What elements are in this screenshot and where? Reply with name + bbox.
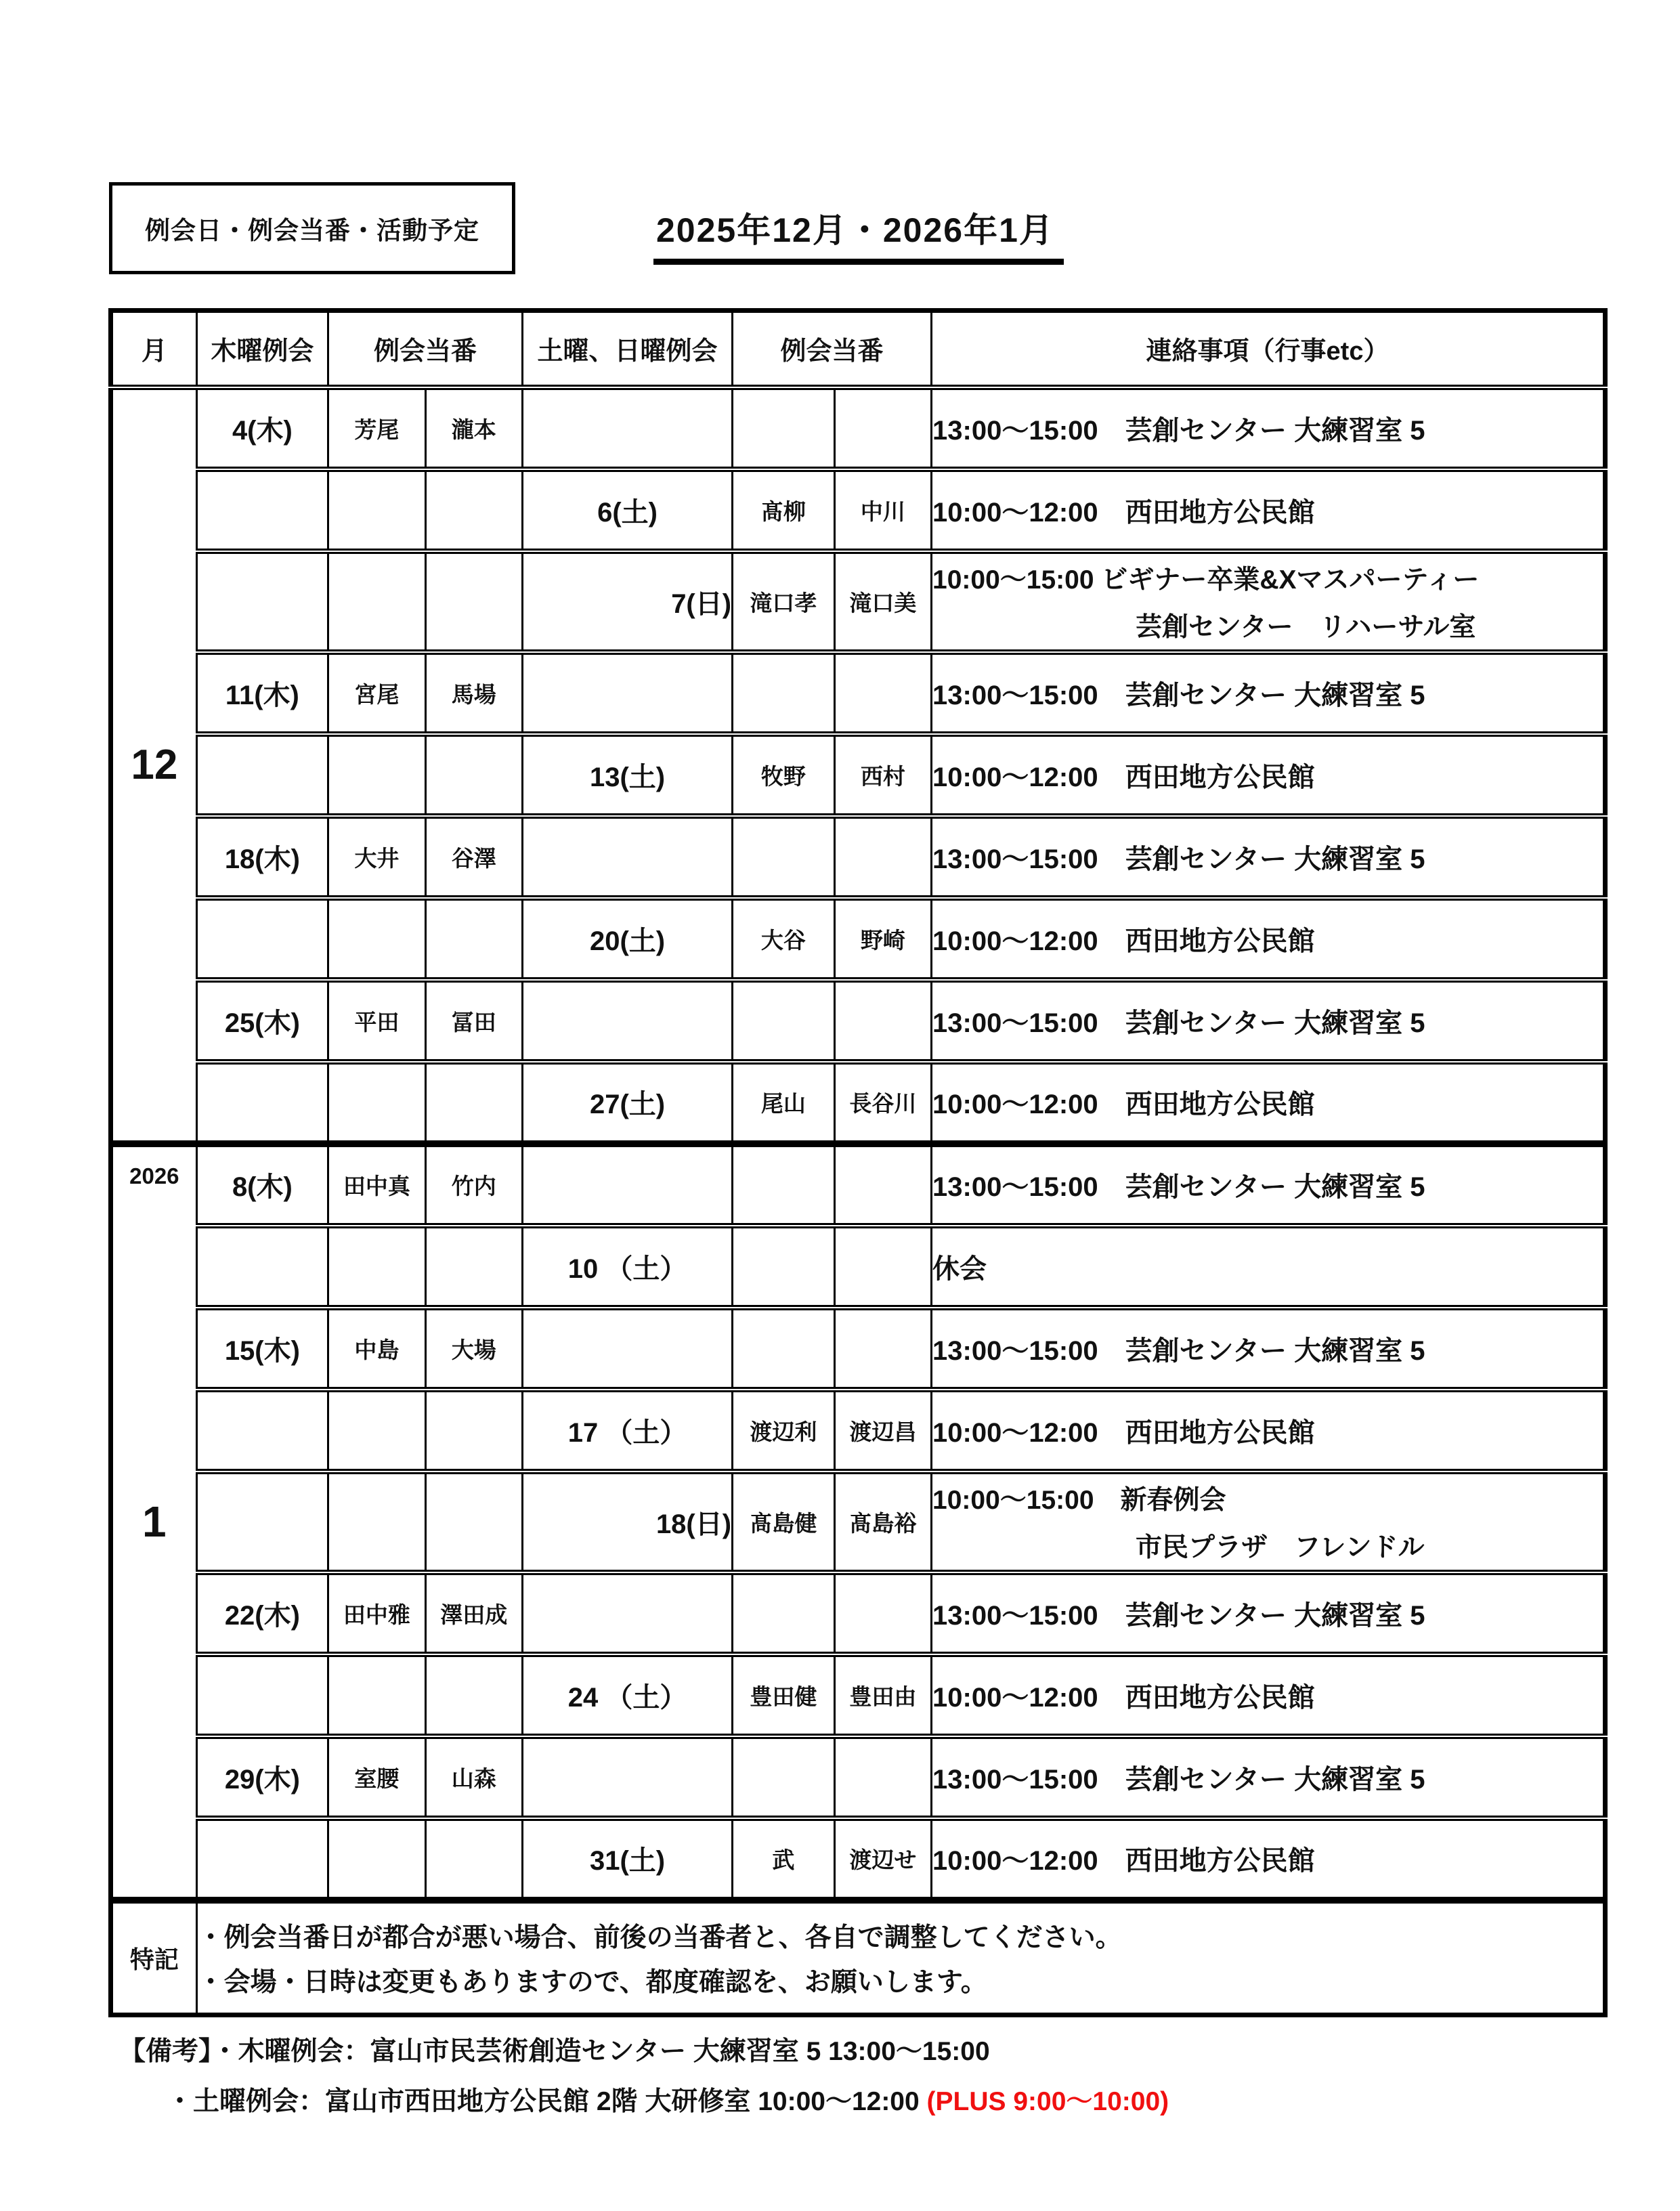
cell-weekend-date: 6(土) — [523, 469, 733, 551]
cell-thu-date — [196, 469, 328, 551]
cell-weekend-duty1: 牧野 — [733, 734, 835, 816]
cell-weekend-date: 24 （土） — [523, 1654, 733, 1736]
cell-weekend-date — [523, 387, 733, 469]
cell-weekend-duty2: 西村 — [834, 734, 931, 816]
cell-weekend-duty1: 髙柳 — [733, 469, 835, 551]
cell-weekend-date: 17 （土） — [523, 1390, 733, 1472]
cell-weekend-date — [523, 1308, 733, 1390]
cell-thu-date — [196, 1062, 328, 1144]
remarks-line2-red: (PLUS 9:00～10:00) — [926, 2087, 1169, 2116]
cell-thu-duty2: 大場 — [425, 1308, 522, 1390]
cell-thu-date — [196, 551, 328, 652]
table-row — [111, 1390, 1606, 1472]
month-label-december — [111, 387, 197, 1144]
cell-weekend-duty2: 渡辺昌 — [834, 1390, 931, 1472]
table-header-row — [111, 311, 1606, 387]
cell-note: 10:00～12:00 西田地方公民館 — [932, 898, 1606, 980]
cell-weekend-duty1: 武 — [733, 1818, 835, 1900]
special-note-line2: ・会場・日時は変更もありますので、都度確認を、お願いします。 — [197, 1968, 987, 1998]
cell-weekend-date: 10 （土） — [523, 1226, 733, 1308]
cell-thu-duty2 — [425, 1226, 522, 1308]
table-row — [111, 1144, 1606, 1226]
cell-thu-duty2: 澤田成 — [425, 1572, 522, 1654]
cell-weekend-date — [523, 1736, 733, 1818]
cell-weekend-date — [523, 1572, 733, 1654]
cell-thu-duty2: 瀧本 — [425, 387, 522, 469]
cell-thu-date: 22(木) — [196, 1572, 328, 1654]
cell-note: 10:00～12:00 西田地方公民館 — [932, 734, 1606, 816]
table-row — [111, 1736, 1606, 1818]
header-contact: 連絡事項（行事etc） — [932, 311, 1606, 387]
cell-thu-duty1 — [328, 469, 425, 551]
header-duty1: 例会当番 — [328, 311, 523, 387]
event-note-line2: 芸創センター リハーサル室 — [1136, 613, 1476, 642]
cell-thu-duty1: 中島 — [328, 1308, 425, 1390]
table-row — [111, 1062, 1606, 1144]
cell-weekend-duty2 — [834, 652, 931, 734]
cell-thu-duty1 — [328, 898, 425, 980]
cell-thu-duty2: 谷澤 — [425, 816, 522, 898]
cell-note-event — [932, 551, 1606, 652]
cell-weekend-duty1 — [733, 1572, 835, 1654]
cell-weekend-duty2 — [834, 1572, 931, 1654]
cell-weekend-duty2 — [834, 816, 931, 898]
cell-weekend-date: 31(土) — [523, 1818, 733, 1900]
cell-thu-duty2: 馬場 — [425, 652, 522, 734]
cell-weekend-duty2: 髙島裕 — [834, 1472, 931, 1572]
schedule-table — [108, 308, 1608, 2017]
cell-weekend-duty2: 渡辺せ — [834, 1818, 931, 1900]
table-row — [111, 898, 1606, 980]
cell-thu-duty2: 竹内 — [425, 1144, 522, 1226]
cell-thu-duty2: 冨田 — [425, 980, 522, 1062]
table-row — [111, 734, 1606, 816]
special-note-line1: ・例会当番日が都合が悪い場合、前後の当番者と、各自で調整してください。 — [197, 1923, 1122, 1953]
cell-thu-duty2 — [425, 734, 522, 816]
cell-thu-date: 15(木) — [196, 1308, 328, 1390]
cell-weekend-duty2: 中川 — [834, 469, 931, 551]
event-note-line2: 市民プラザ フレンドル — [1136, 1533, 1425, 1562]
table-row — [111, 469, 1606, 551]
table-row — [111, 980, 1606, 1062]
cell-note-cancelled: 休会 — [932, 1226, 1606, 1308]
cell-thu-duty2 — [425, 1062, 522, 1144]
cell-weekend-duty1 — [733, 387, 835, 469]
cell-note: 13:00～15:00 芸創センター 大練習室 5 — [932, 816, 1606, 898]
cell-weekend-duty2: 野崎 — [834, 898, 931, 980]
cell-weekend-duty1 — [733, 816, 835, 898]
table-row — [111, 1226, 1606, 1308]
cell-weekend-date-sunday: 7(日) — [523, 551, 733, 652]
table-row — [111, 1472, 1606, 1572]
header-weekend-meeting: 土曜、日曜例会 — [523, 311, 733, 387]
cell-thu-duty2 — [425, 1472, 522, 1572]
cell-thu-date: 18(木) — [196, 816, 328, 898]
cell-thu-date — [196, 1390, 328, 1472]
cell-thu-duty2: 山森 — [425, 1736, 522, 1818]
cell-thu-duty1 — [328, 1226, 425, 1308]
table-row — [111, 1572, 1606, 1654]
cell-weekend-duty1: 大谷 — [733, 898, 835, 980]
cell-weekend-date: 20(土) — [523, 898, 733, 980]
cell-thu-duty1: 平田 — [328, 980, 425, 1062]
cell-thu-date: 29(木) — [196, 1736, 328, 1818]
schedule-label-box — [109, 182, 515, 274]
cell-thu-date — [196, 1472, 328, 1572]
month-number: 1 — [142, 1497, 167, 1546]
cell-weekend-duty2: 長谷川 — [834, 1062, 931, 1144]
cell-thu-duty1: 宮尾 — [328, 652, 425, 734]
cell-thu-duty2 — [425, 469, 522, 551]
cell-thu-date — [196, 1654, 328, 1736]
cell-thu-date: 8(木) — [196, 1144, 328, 1226]
cell-weekend-duty2 — [834, 1736, 931, 1818]
table-row — [111, 1654, 1606, 1736]
cell-weekend-date: 27(土) — [523, 1062, 733, 1144]
cell-weekend-duty2 — [834, 1144, 931, 1226]
cell-note: 13:00～15:00 芸創センター 大練習室 5 — [932, 387, 1606, 469]
cell-weekend-date — [523, 1144, 733, 1226]
cell-weekend-duty1: 尾山 — [733, 1062, 835, 1144]
cell-thu-date — [196, 1818, 328, 1900]
cell-thu-duty1 — [328, 1654, 425, 1736]
cell-weekend-duty1: 豊田健 — [733, 1654, 835, 1736]
remarks-line2-black: ・土曜例会：富山市西田地方公民館 2階 大研修室 10:00～12:00 — [167, 2087, 927, 2116]
cell-weekend-duty2 — [834, 1308, 931, 1390]
cell-thu-duty2 — [425, 551, 522, 652]
month-label-january — [111, 1144, 197, 1900]
cell-thu-duty2 — [425, 1654, 522, 1736]
cell-weekend-duty2 — [834, 387, 931, 469]
cell-weekend-duty2: 豊田由 — [834, 1654, 931, 1736]
month-number: 12 — [131, 742, 178, 788]
cell-thu-date: 25(木) — [196, 980, 328, 1062]
cell-thu-duty1 — [328, 1472, 425, 1572]
cell-weekend-duty1 — [733, 1736, 835, 1818]
cell-note: 10:00～12:00 西田地方公民館 — [932, 1062, 1606, 1144]
cell-thu-date — [196, 898, 328, 980]
cell-thu-duty1 — [328, 734, 425, 816]
year-label: 2026 — [129, 1163, 179, 1188]
cell-note: 13:00～15:00 芸創センター 大練習室 5 — [932, 1736, 1606, 1818]
cell-weekend-duty1: 滝口孝 — [733, 551, 835, 652]
cell-weekend-duty1: 髙島健 — [733, 1472, 835, 1572]
cell-weekend-duty1: 渡辺利 — [733, 1390, 835, 1472]
cell-note: 10:00～12:00 西田地方公民館 — [932, 1390, 1606, 1472]
cell-note: 10:00～12:00 西田地方公民館 — [932, 469, 1606, 551]
cell-note: 13:00～15:00 芸創センター 大練習室 5 — [932, 1308, 1606, 1390]
special-notes-row — [111, 1900, 1606, 2015]
cell-thu-duty1: 芳尾 — [328, 387, 425, 469]
remarks-line2 — [167, 2080, 1169, 2118]
cell-weekend-duty1 — [733, 980, 835, 1062]
cell-thu-duty1 — [328, 1390, 425, 1472]
header-month: 月 — [111, 311, 197, 387]
cell-thu-duty2 — [425, 1390, 522, 1472]
cell-thu-date — [196, 1226, 328, 1308]
special-notes-body — [196, 1900, 1605, 2015]
cell-weekend-duty1 — [733, 1226, 835, 1308]
cell-thu-duty1: 田中真 — [328, 1144, 425, 1226]
table-row — [111, 387, 1606, 469]
cell-thu-date — [196, 734, 328, 816]
cell-thu-duty1: 田中雅 — [328, 1572, 425, 1654]
cell-note: 10:00～12:00 西田地方公民館 — [932, 1654, 1606, 1736]
cell-note: 13:00～15:00 芸創センター 大練習室 5 — [932, 652, 1606, 734]
schedule-label-text: 例会日・例会当番・活動予定 — [145, 217, 479, 244]
event-note-line1: 10:00～15:00 ビギナー卒業&Xマスパーティー — [932, 565, 1480, 595]
cell-thu-duty1: 室腰 — [328, 1736, 425, 1818]
cell-note: 13:00～15:00 芸創センター 大練習室 5 — [932, 1144, 1606, 1226]
event-note-line1: 10:00～15:00 新春例会 — [932, 1486, 1226, 1515]
cell-weekend-duty1 — [733, 1308, 835, 1390]
cell-thu-date: 11(木) — [196, 652, 328, 734]
page-title: 2025年12月・2026年1月 — [653, 203, 1064, 265]
cell-weekend-date — [523, 652, 733, 734]
cell-weekend-duty2 — [834, 1226, 931, 1308]
cell-thu-duty1 — [328, 1062, 425, 1144]
cell-note: 13:00～15:00 芸創センター 大練習室 5 — [932, 1572, 1606, 1654]
cell-thu-date: 4(木) — [196, 387, 328, 469]
cell-thu-duty1 — [328, 551, 425, 652]
special-notes-label: 特記 — [111, 1900, 197, 2015]
cell-weekend-date-sunday: 18(日) — [523, 1472, 733, 1572]
cell-weekend-duty2 — [834, 980, 931, 1062]
cell-thu-duty1: 大井 — [328, 816, 425, 898]
header-duty2: 例会当番 — [733, 311, 932, 387]
cell-note: 13:00～15:00 芸創センター 大練習室 5 — [932, 980, 1606, 1062]
table-row — [111, 551, 1606, 652]
table-row — [111, 816, 1606, 898]
table-row — [111, 1818, 1606, 1900]
cell-thu-duty1 — [328, 1818, 425, 1900]
header-thu-meeting: 木曜例会 — [196, 311, 328, 387]
cell-thu-duty2 — [425, 1818, 522, 1900]
remarks-line1: 【備考】・木曜例会：富山市民芸術創造センター 大練習室 5 13:00～15:00 — [119, 2037, 990, 2066]
cell-weekend-date — [523, 980, 733, 1062]
cell-weekend-date — [523, 816, 733, 898]
cell-weekend-duty1 — [733, 1144, 835, 1226]
table-row — [111, 1308, 1606, 1390]
cell-weekend-date: 13(土) — [523, 734, 733, 816]
cell-weekend-duty2: 滝口美 — [834, 551, 931, 652]
cell-thu-duty2 — [425, 898, 522, 980]
cell-note: 10:00～12:00 西田地方公民館 — [932, 1818, 1606, 1900]
table-row — [111, 652, 1606, 734]
cell-weekend-duty1 — [733, 652, 835, 734]
cell-note-event — [932, 1472, 1606, 1572]
